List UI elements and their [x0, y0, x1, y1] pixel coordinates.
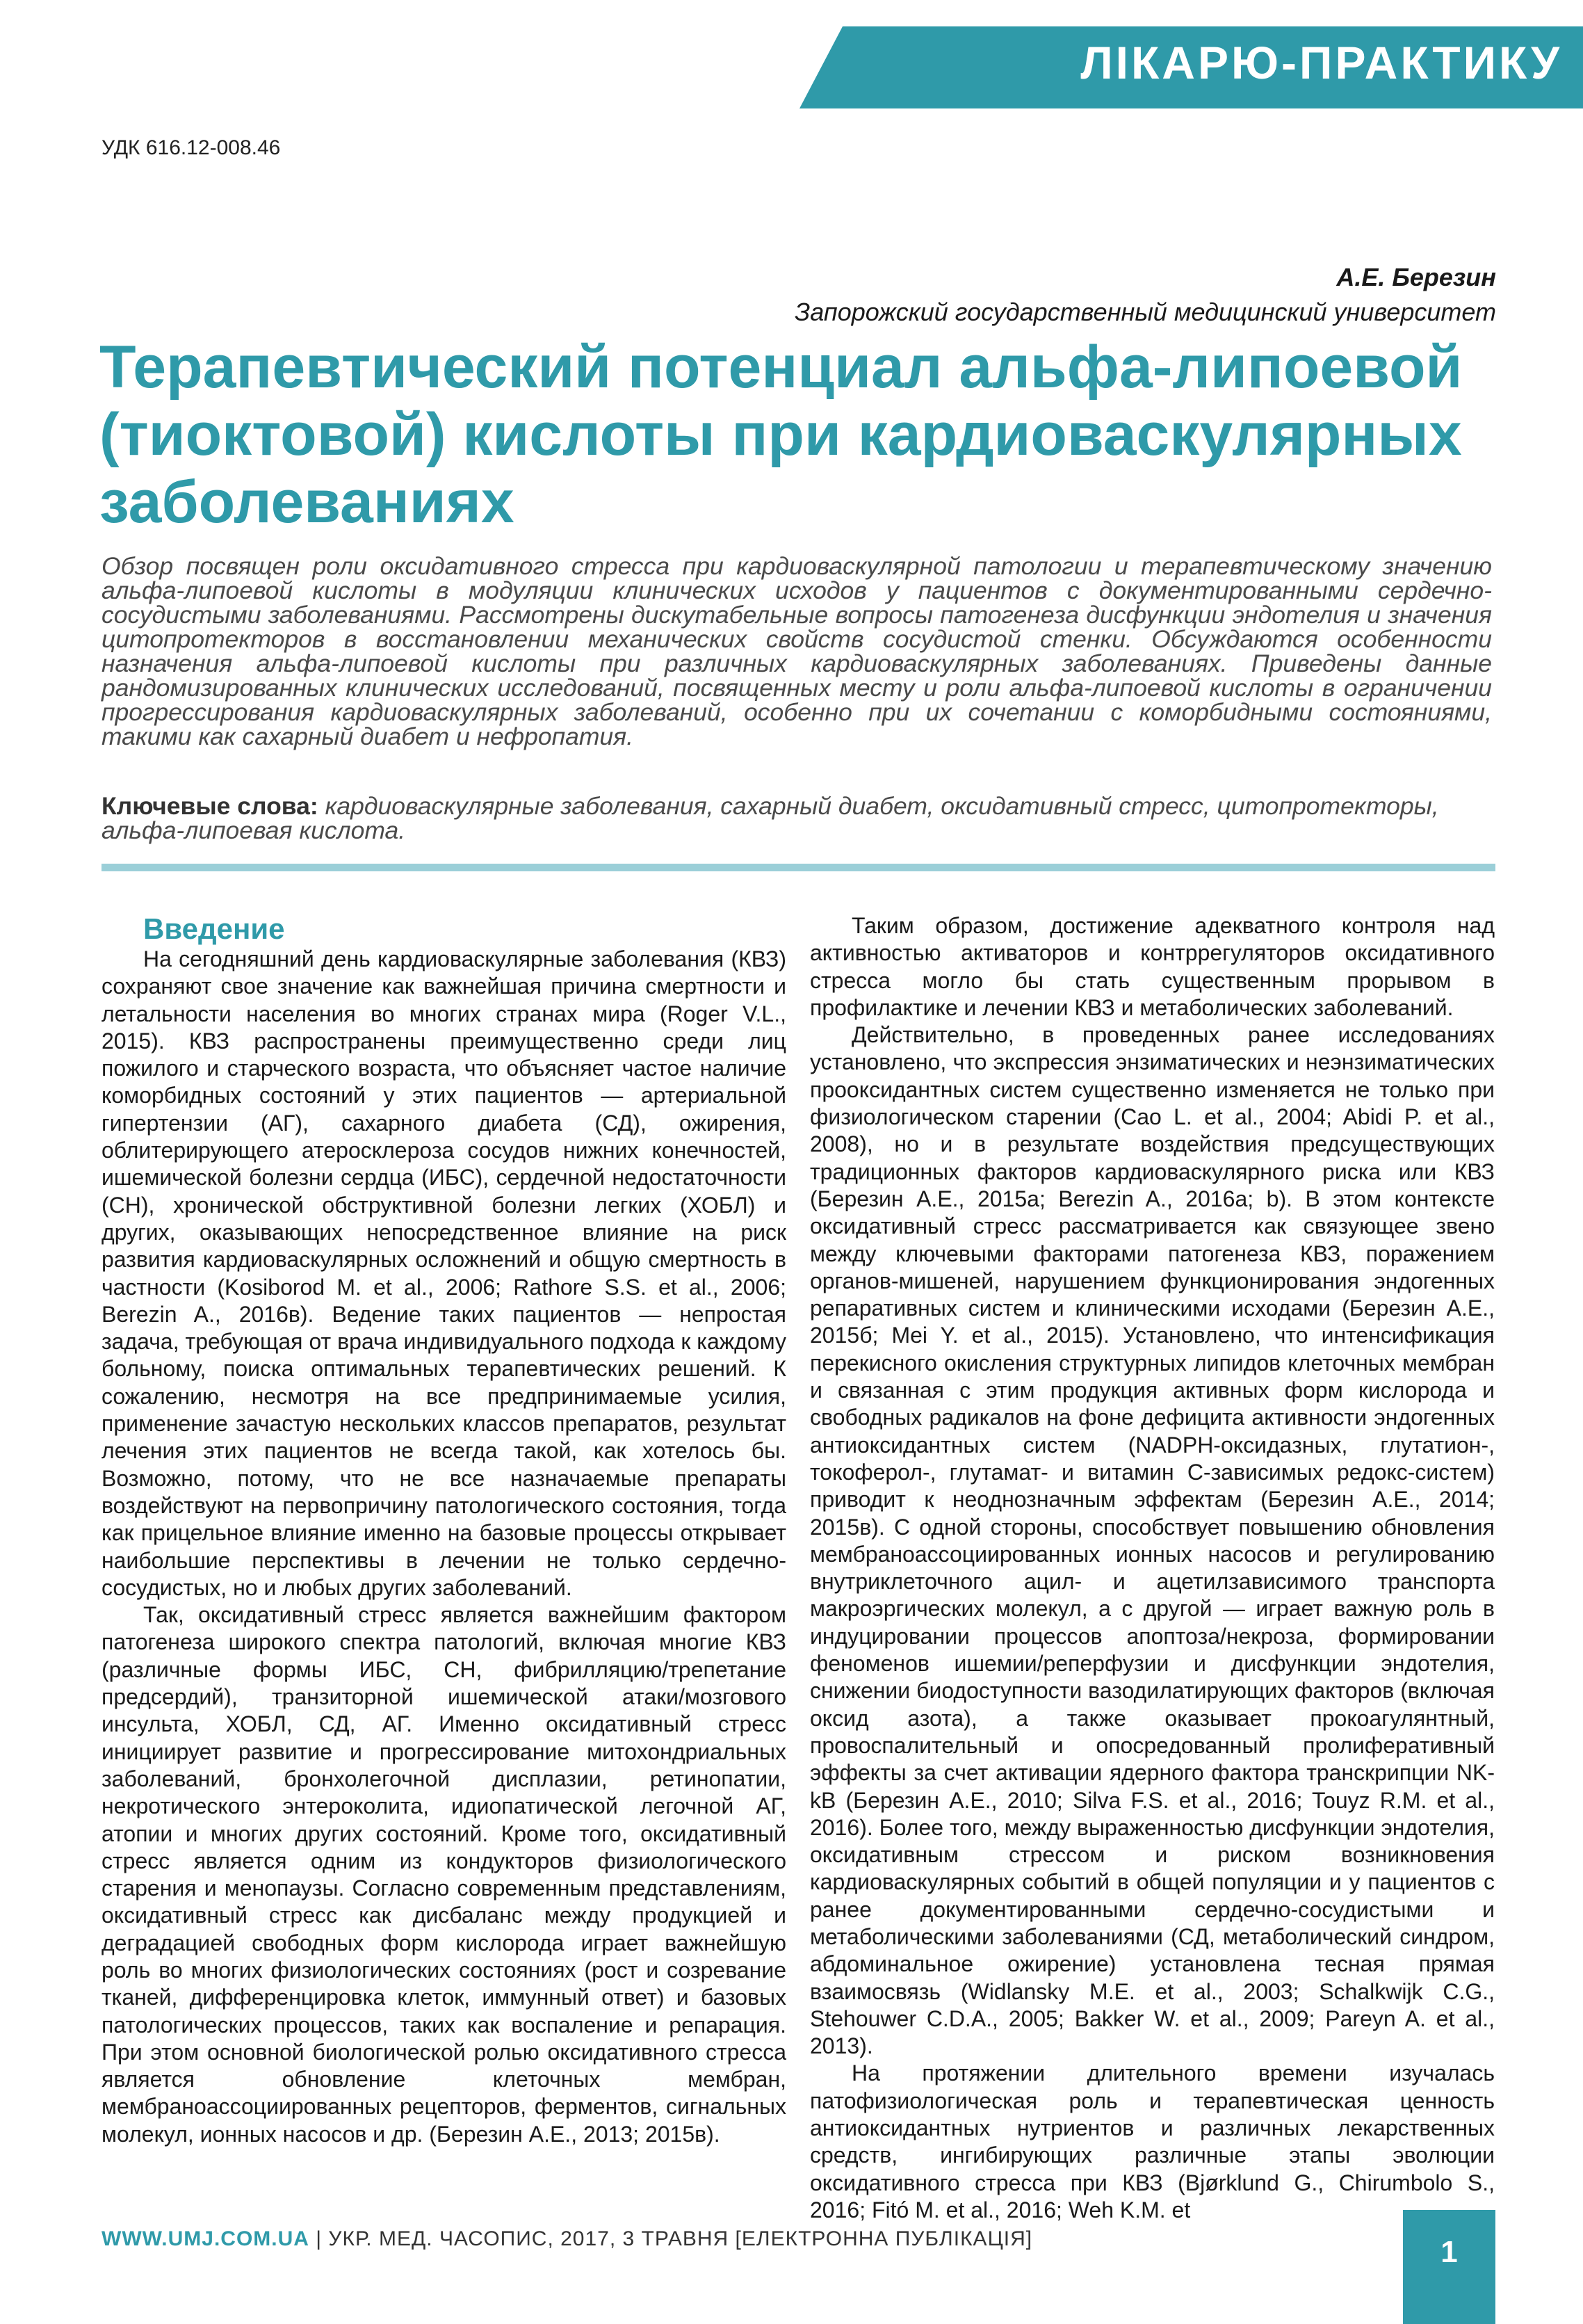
footer-website-link[interactable]: WWW.UMJ.COM.UA: [102, 2227, 309, 2250]
intro-heading: Введение: [143, 912, 285, 945]
paragraph: Таким образом, достижение адекватного контроля над активностью активаторов и контррегуляторов оксидативного стресса могло бы стать существенным прорывом в профилактике и лечении КВЗ и метаболических заболеваний.: [810, 913, 1495, 1020]
right-column: [810, 912, 1495, 2224]
keywords-label: Ключевые слова:: [102, 792, 318, 820]
page-number: 1: [1440, 2235, 1458, 2269]
abstract: Обзор посвящен роли оксидативного стресса при кардиоваскулярной патологии и терапевтическому значению альфа-липоевой кислоты в модуляции клинических исходов у пациентов с документированными сердечно-сосудистыми заболеваниями. Рассмотрены дискутабельные вопросы патогенеза дисфункции эндотелия и значения цитопротекторов в восстановлении механических свойств сосудистой стенки. Обсуждаются особенности назначения альфа-липоевой кислоты при различных кардиоваскулярных заболеваниях. Приведены данные рандомизированных клинических исследований, посвященных месту и роли альфа-липоевой кислоты в ограничении прогрессирования кардиоваскулярных заболеваний, особенно при их сочетании с коморбидными состояниями, такими как сахарный диабет и нефропатия.: [102, 552, 1492, 750]
section-banner: [799, 26, 1583, 108]
keywords-text: кардиоваскулярные заболевания, сахарный диабет, оксидативный стресс, цитопротекторы, альфа-липоевая кислота.: [102, 792, 1439, 844]
section-title: ЛІКАРЮ-ПРАКТИКУ: [1080, 37, 1562, 88]
paragraph: На сегодняшний день кардиоваскулярные заболевания (КВЗ) сохраняют свое значение как важнейшая причина смертности и летальности населения во многих странах мира (Roger V.L., 2015). КВЗ распространены преимущественно среди лиц пожилого и старческого возраста, что объясняет частое наличие коморбидных состояний у этих пациентов — артериальной гипертензии (АГ), сахарного диабета (СД), ожирения, облитерирующего атеросклероза сосудов нижних конечностей, ишемической болезни сердца (ИБС), сердечной недостаточности (СН), хронической обструктивной болезни легких (ХОБЛ) и других, оказывающих непосредственное влияние на риск развития кардиоваскулярных осложнений и общую смертность в частности (Kosiborod M. et al., 2006; Rathore S.S. et al., 2006; Berezin A., 2016в). Ведение таких пациентов — непростая задача, требующая от врача индивидуального подхода к каждому больному, поиска оптимальных терапевтических решений. К сожалению, несмотря на все предпринимаемые усилия, применение зачастую нескольких классов препаратов, результат лечения этих пациентов не всегда такой, как хотелось бы. Возможно, потому, что не все назначаемые препараты воздействуют на первопричину патологического состояния, тогда как прицельное влияние именно на базовые процессы открывает наибольшие перспективы в лечении не только сердечно-сосудистых, но и любых других заболеваний.: [102, 946, 786, 1600]
udc-code: УДК 616.12-008.46: [102, 136, 281, 159]
page-number-box: [1403, 2210, 1495, 2324]
paragraph: На протяжении длительного времени изучалась патофизиологическая роль и терапевтическая ценность антиоксидантных нутриентов и различных лекарственных средств, ингибирующих различные этапы эволюции оксидативного стресса при КВЗ (Bjørklund G., Chirumbolo S., 2016; Fitó M. et al., 2016; Weh K.M. et: [810, 2060, 1495, 2222]
paragraph: Так, оксидативный стресс является важнейшим фактором патогенеза широкого спектра патологий, включая многие КВЗ (различные формы ИБС, СН, фибрилляцию/трепетание предсердий), транзиторной ишемической атаки/мозгового инсульта, ХОБЛ, СД, АГ. Именно оксидативный стресс инициирует развитие и прогрессирование митохондриальных заболеваний, бронхолегочной дисплазии, ретинопатии, некротического энтероколита, идиопатической легочной АГ, атопии и многих других состояний. Кроме того, оксидативный стресс является одним из кондукторов физиологического старения и менопаузы. Согласно современным представлениям, оксидативный стресс как дисбаланс между продукцией и деградацией свободных форм кислорода играет важнейшую роль во многих физиологических состояниях (рост и созревание тканей, дифференцировка клеток, иммунный ответ) и базовых патологических процессов, таких как воспаление и репарация. При этом основной биологической ролью оксидативного стресса является обновление клеточных мембран, мембраноассоциированных рецепторов, ферментов, сигнальных молекул, ионных насосов и др. (Березин А.Е., 2013; 2015в).: [102, 1602, 786, 2147]
author-affiliation: Запорожский государственный медицинский университет: [795, 298, 1496, 326]
section-divider: [102, 864, 1495, 871]
keywords: [102, 794, 1492, 843]
article-title: Терапевтический потенциал альфа-липоевой (тиоктовой) кислоты при кардиоваскулярных заболеваниях: [99, 334, 1463, 535]
paragraph: Действительно, в проведенных ранее исследованиях установлено, что экспрессия энзиматических и неэнзиматических прооксидантных систем существенно изменяется не только при физиологическом старении (Cao L. et al., 2004; Abidi P. et al., 2008), но и в результате воздействия предсуществующих традиционных факторов кардиоваскулярного риска или КВЗ (Березин А.Е., 2015а; Berezin A., 2016а; b). В этом контексте оксидативный стресс рассматривается как связующее звено между ключевыми факторами патогенеза КВЗ, поражением органов-мишеней, нарушением функционирования эндогенных репаративных систем и клиническими исходами (Березин А.Е., 2015б; Mei Y. et al., 2015). Установлено, что интенсификация перекисного окисления структурных липидов клеточных мембран и связанная с этим продукция активных форм кислорода и свободных радикалов на фоне дефицита активности эндогенных антиоксидантных систем (NADPH-оксидазных, глутатион-, токоферол-, глутамат- и витамин С-зависимых редокс-систем) приводит к неоднозначным эффектам (Березин А.Е., 2014; 2015в). С одной стороны, способствует повышению обновления мембраноассоциированных ионных насосов и регулированию внутриклеточного ацил- и ацетилзависимого транспорта макроэргических молекул, а с другой — играет важную роль в индуцировании процессов апоптоза/некроза, формировании феноменов ишемии/реперфузии и дисфункции эндотелия, снижении биодоступности вазодилатирующих факторов (включая оксид азота), а также оказывает прокоагулянтный, провоспалительный и опосредованный пролиферативный эффекты за счет активации ядерного фактора транскрипции NK-kB (Березин А.Е., 2010; Silva F.S. et al., 2016; Touyz R.M. et al., 2016). Более того, между выраженностью дисфункции эндотелия, оксидативным стрессом и риском возникновения кардиоваскулярных событий в общей популяции и у пациентов с ранее документированными сердечно-сосудистыми и метаболическими заболеваниями (СД, метаболический синдром, абдоминальное ожирение) установлена тесная прямая взаимосвязь (Widlansky M.E. et al., 2003; Schalkwijk C.G., Stehouwer C.D.A., 2005; Bakker W. et al., 2009; Pareyn A. et al., 2013).: [810, 1022, 1495, 2059]
author-name: А.Е. Березин: [1336, 263, 1496, 291]
footer: [102, 2227, 1032, 2251]
left-column: [102, 912, 786, 2148]
footer-publication: | УКР. МЕД. ЧАСОПИС, 2017, 3 ТРАВНЯ [ЕЛЕКТРОННА ПУБЛІКАЦІЯ]: [309, 2227, 1033, 2250]
